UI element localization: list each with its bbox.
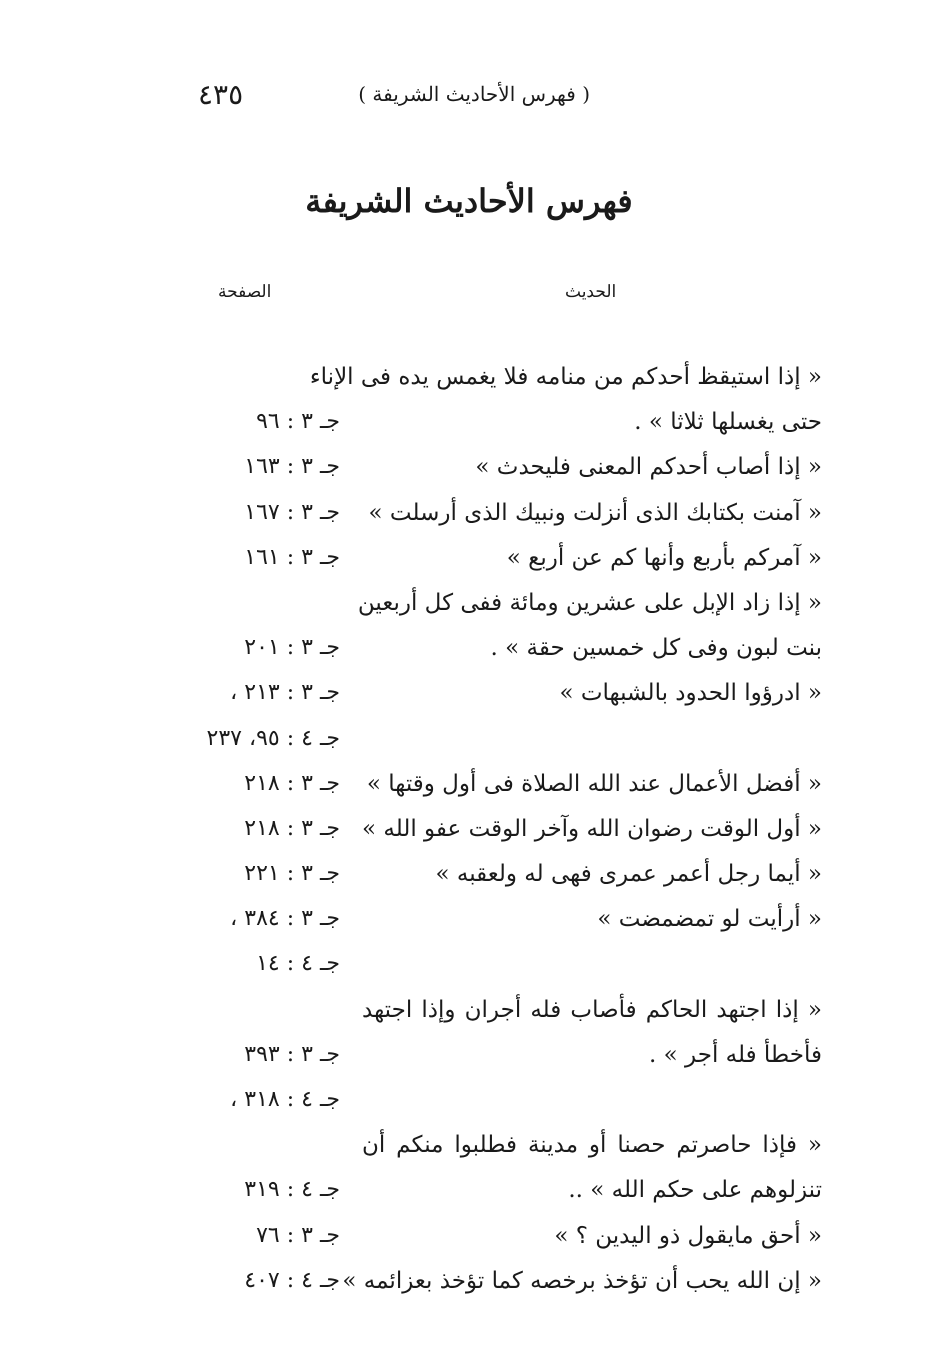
page-reference: جـ ٣ : ١٦٧: [244, 499, 340, 525]
page-reference: جـ ٤ : ٩٥، ٢٣٧: [206, 725, 340, 751]
index-line: [0, 494, 938, 539]
hadith-text: حتى يغسلها ثلاثا » .: [634, 409, 822, 436]
page-reference: جـ ٣ : ٧٦: [256, 1222, 340, 1248]
index-line: [0, 1262, 938, 1307]
hadith-text: « ادرؤوا الحدود بالشبهات »: [559, 680, 822, 707]
index-line: [0, 945, 938, 990]
hadith-text: « إن الله يحب أن تؤخذ برخصه كما تؤخذ بعزائمه »: [342, 1267, 822, 1294]
hadith-index-list: [0, 358, 938, 1307]
page-reference: جـ ٣ : ٢١٣ ،: [230, 680, 340, 706]
index-line: [0, 448, 938, 493]
index-line: [0, 765, 938, 810]
index-line: [0, 539, 938, 584]
page-reference: جـ ٣ : ٣٨٤ ،: [230, 906, 340, 932]
index-line: [0, 629, 938, 674]
page-number: ٤٣٥: [198, 78, 244, 111]
index-line: [0, 403, 938, 448]
page-reference: جـ ٣ : ٢١٨: [244, 815, 340, 841]
hadith-text: « أول الوقت رضوان الله وآخر الوقت عفو الله »: [362, 815, 822, 842]
hadith-text: « إذا اجتهد الحاكم فأصاب فله أجران وإذا اجتهد: [362, 996, 822, 1023]
hadith-text: « أفضل الأعمال عند الله الصلاة فى أول وقتها »: [366, 770, 822, 797]
index-line: [0, 1126, 938, 1171]
page-reference: جـ ٤ : ٤٠٧: [244, 1267, 340, 1293]
page-reference: جـ ٤ : ١٤: [256, 951, 340, 977]
index-line: [0, 674, 938, 719]
index-line: [0, 855, 938, 900]
page-reference: جـ ٣ : ٢٠١: [244, 635, 340, 661]
index-line: [0, 900, 938, 945]
page-reference: جـ ٣ : ٢١٨: [244, 770, 340, 796]
hadith-text: « آمنت بكتابك الذى أنزلت ونبيك الذى أرسلت »: [368, 499, 822, 526]
hadith-text: « إذا استيقظ أحدكم من منامه فلا يغمس يده فى الإناء: [309, 364, 822, 390]
index-line: [0, 584, 938, 629]
running-title: ( فهرس الأحاديث الشريفة ): [358, 82, 590, 106]
hadith-text: « إذا زاد الإبل على عشرين ومائة ففى كل أربعين: [357, 589, 822, 616]
hadith-text: « أرأيت لو تمضمضت »: [597, 906, 822, 933]
hadith-text: بنت لبون وفى كل خمسين حقة » .: [490, 635, 822, 662]
page-reference: جـ ٣ : ١٦١: [244, 544, 340, 570]
hadith-text: فأخطأ فله أجر » .: [649, 1041, 822, 1068]
column-header-page: الصفحة: [218, 282, 272, 302]
index-line: [0, 720, 938, 765]
running-header: [150, 78, 710, 116]
index-line: [0, 991, 938, 1036]
index-line: [0, 358, 938, 403]
index-line: [0, 1217, 938, 1262]
index-line: [0, 1036, 938, 1081]
page-title: فهرس الأحاديث الشريفة: [305, 182, 633, 220]
page-reference: جـ ٣ : ١٦٣: [244, 454, 340, 480]
index-line: [0, 810, 938, 855]
hadith-text: « أحق مايقول ذو اليدين ؟ »: [554, 1222, 822, 1249]
page-reference: جـ ٤ : ٣١٨ ،: [230, 1087, 340, 1112]
page-reference: جـ ٣ : ٢٢١: [244, 861, 340, 887]
index-line: [0, 1081, 938, 1126]
page-reference: جـ ٣ : ٣٩٣: [244, 1041, 340, 1067]
hadith-text: « فإذا حاصرتم حصنا أو مدينة فطلبوا منكم أن: [362, 1132, 822, 1159]
column-header-hadith: الحديث: [565, 282, 617, 302]
hadith-text: « آمركم بأربع وأنها كم عن أربع »: [506, 544, 822, 571]
hadith-text: تنزلوهم على حكم الله » ..: [568, 1177, 822, 1204]
page-reference: جـ ٤ : ٣١٩: [244, 1177, 340, 1203]
hadith-text: « إذا أصاب أحدكم المعنى فليحدث »: [475, 454, 822, 481]
page-reference: جـ ٣ : ٩٦: [256, 409, 340, 435]
hadith-text: « أيما رجل أعمر عمرى فهى له ولعقبه »: [435, 861, 822, 888]
index-line: [0, 1171, 938, 1216]
